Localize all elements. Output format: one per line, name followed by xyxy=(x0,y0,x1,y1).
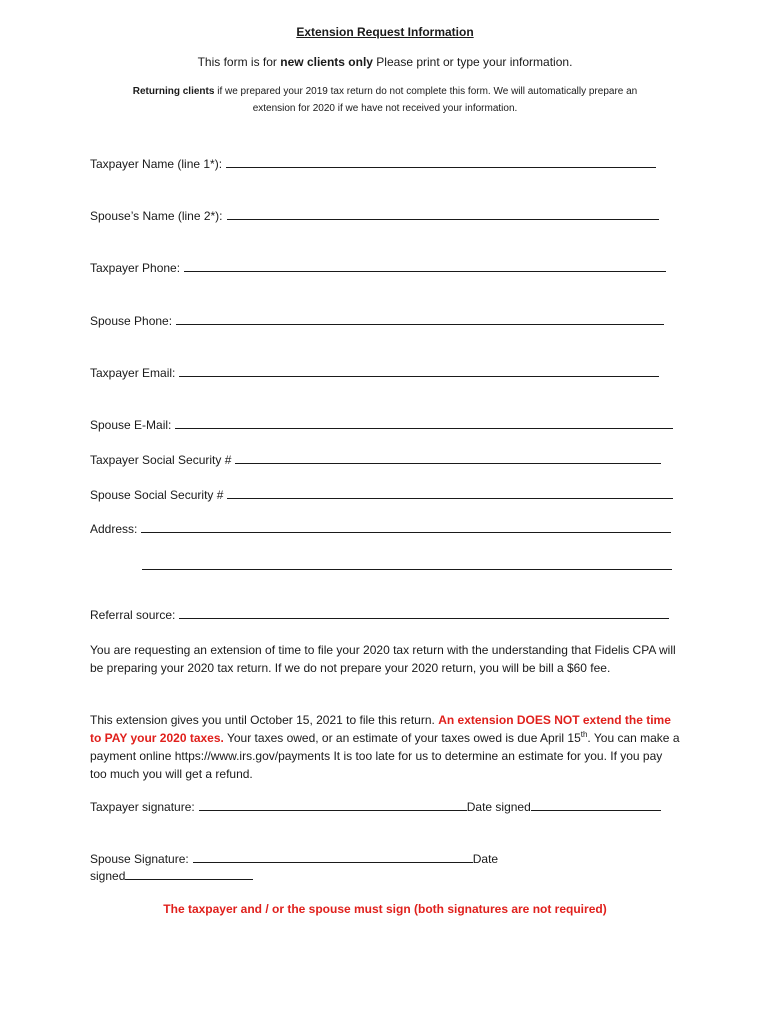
returning-clients-note xyxy=(0,83,770,117)
returning-line1: if we prepared your 2019 tax return do not complete this form. We will automatically prepare an xyxy=(214,86,638,97)
intro-text xyxy=(0,55,770,69)
spouse-signature-label: Spouse Signature: xyxy=(90,852,189,866)
spouse-date-label: Date xyxy=(472,852,499,866)
paragraph2-start: This extension gives you until October 15, 2021 to file this return. xyxy=(90,713,439,727)
spouse-name-field[interactable] xyxy=(90,208,659,223)
address-line-1[interactable] xyxy=(141,521,671,533)
spouse-signature-line[interactable] xyxy=(193,851,473,863)
intro-bold: new clients only xyxy=(280,55,373,69)
paragraph2-middle: Your taxes owed, or an estimate of your taxes owed is due April 15 xyxy=(223,731,581,745)
address-line-2[interactable] xyxy=(142,558,672,570)
spouse-date-line[interactable] xyxy=(125,868,253,880)
taxpayer-signature-label: Taxpayer signature: xyxy=(90,800,195,814)
spouse-ssn-field[interactable] xyxy=(90,487,673,502)
taxpayer-email-line[interactable] xyxy=(179,365,659,377)
taxpayer-name-label: Taxpayer Name (line 1*): xyxy=(90,157,223,171)
taxpayer-phone-label: Taxpayer Phone: xyxy=(90,261,181,275)
spouse-name-label: Spouse’s Name (line 2*): xyxy=(90,209,223,223)
ordinal-suffix: th xyxy=(580,730,588,739)
returning-bold: Returning clients xyxy=(132,86,215,97)
address-field[interactable] xyxy=(90,521,671,536)
spouse-ssn-label: Spouse Social Security # xyxy=(90,488,224,502)
spouse-name-line[interactable] xyxy=(227,208,659,220)
taxpayer-date-line[interactable] xyxy=(531,799,661,811)
spouse-signature-field[interactable] xyxy=(90,851,498,866)
referral-label: Referral source: xyxy=(90,608,176,622)
taxpayer-signature-field[interactable] xyxy=(90,799,661,814)
spouse-ssn-line[interactable] xyxy=(227,487,673,499)
taxpayer-email-label: Taxpayer Email: xyxy=(90,366,176,380)
pay-warning: An extension DOES NOT extend the time to PAY your 2020 taxes. xyxy=(90,713,671,745)
spouse-email-line[interactable] xyxy=(175,417,673,429)
address-field-2[interactable] xyxy=(142,558,672,573)
intro-after: Please print or type your information. xyxy=(372,55,573,69)
address-label: Address: xyxy=(90,522,138,536)
extension-deadline-paragraph xyxy=(90,711,680,783)
extension-understanding-paragraph: You are requesting an extension of time to file your 2020 tax return with the understanding that Fidelis CPA will be preparing your 2020 tax return. If we do not prepare your 2020 return, you will be bill a $60 fee. xyxy=(90,643,676,675)
taxpayer-date-label: Date signed xyxy=(466,800,531,814)
spouse-phone-field[interactable] xyxy=(90,313,664,328)
spouse-signed-label: signed xyxy=(90,869,126,883)
intro-before: This form is for xyxy=(197,55,281,69)
returning-line2: extension for 2020 if we have not received your information. xyxy=(252,103,518,114)
spouse-phone-line[interactable] xyxy=(176,313,664,325)
taxpayer-ssn-field[interactable] xyxy=(90,452,661,467)
signature-requirement-note: The taxpayer and / or the spouse must sign (both signatures are not required) xyxy=(163,902,607,916)
spouse-phone-label: Spouse Phone: xyxy=(90,314,173,328)
paragraph2-end: . You can make a payment online https://www.irs.gov/payments It is too late for us to determine an estimate for you. If you pay too much you will get a refund. xyxy=(90,731,680,781)
taxpayer-email-field[interactable] xyxy=(90,365,659,380)
taxpayer-ssn-label: Taxpayer Social Security # xyxy=(90,453,232,467)
taxpayer-phone-field[interactable] xyxy=(90,260,666,275)
spouse-email-field[interactable] xyxy=(90,417,673,432)
taxpayer-phone-line[interactable] xyxy=(184,260,666,272)
referral-field[interactable] xyxy=(90,607,669,622)
referral-line[interactable] xyxy=(179,607,669,619)
taxpayer-name-field[interactable] xyxy=(90,156,656,171)
taxpayer-ssn-line[interactable] xyxy=(235,452,661,464)
form-title: Extension Request Information xyxy=(296,25,474,39)
spouse-date-field[interactable] xyxy=(90,868,253,883)
taxpayer-name-line[interactable] xyxy=(226,156,656,168)
taxpayer-signature-line[interactable] xyxy=(199,799,467,811)
spouse-email-label: Spouse E-Mail: xyxy=(90,418,172,432)
